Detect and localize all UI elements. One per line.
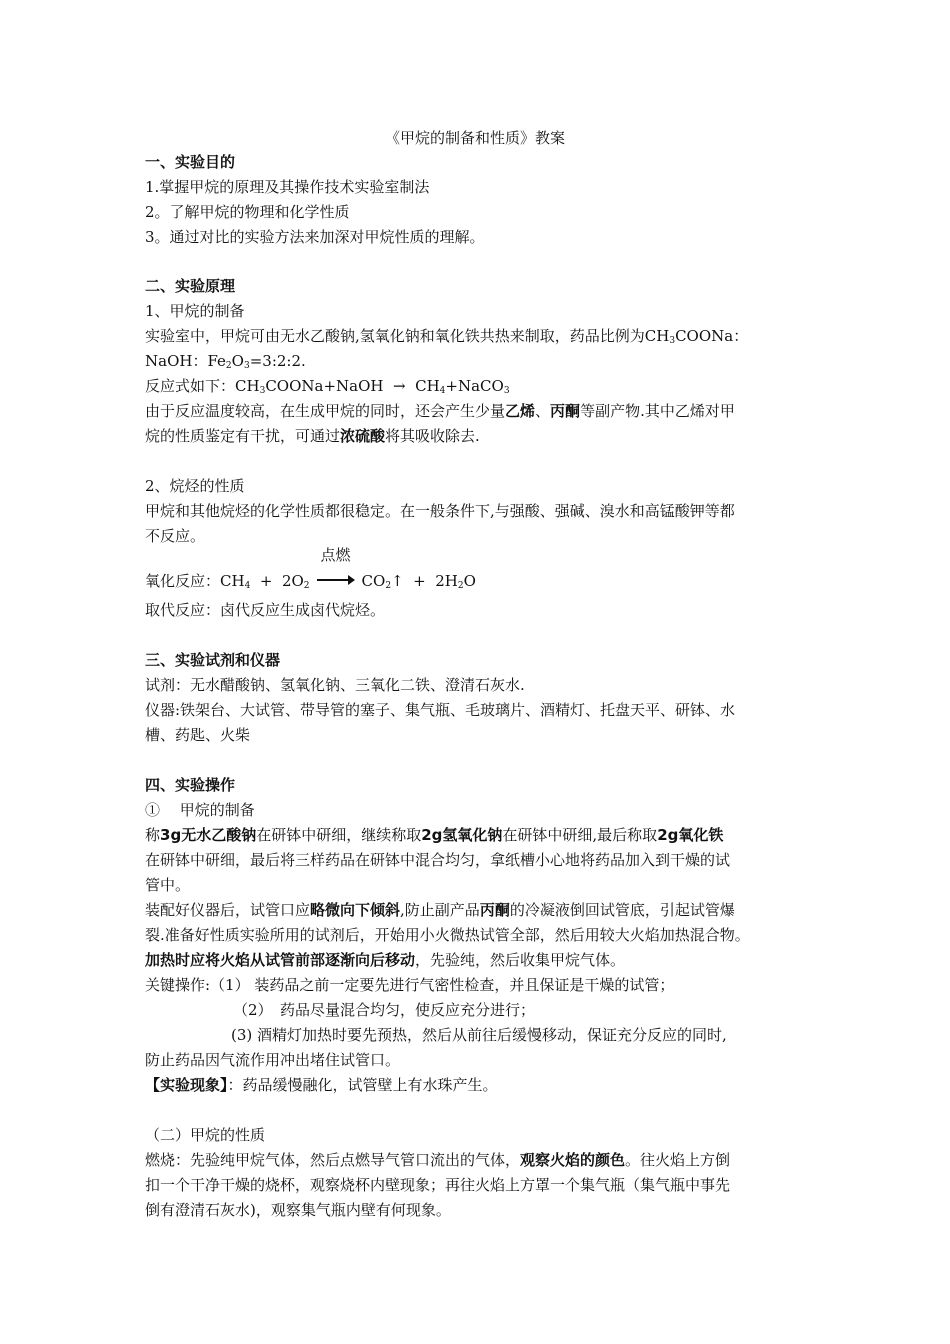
bold-ethylene: 乙烯 bbox=[505, 402, 536, 420]
text: 、 bbox=[535, 402, 551, 420]
bold-sulfuric-acid: 浓硫酸 bbox=[340, 427, 386, 445]
bold-heating-instruction: 加热时应将火焰从试管前部逐渐向后移动 bbox=[145, 951, 416, 969]
key-operation-2: （2） 药品尽量混合均匀，使反应充分进行； bbox=[233, 1001, 536, 1019]
oxidation-reactants: $CH_4 + 2O_2$ bbox=[220, 572, 310, 591]
combustion-line-3: 倒有澄清石灰水)，观察集气瓶内壁有何现象。 bbox=[145, 1201, 451, 1219]
purpose-item-2: 2。了解甲烷的物理和化学性质 bbox=[145, 203, 350, 221]
key-operation-3: (3) 酒精灯加热时要先预热，然后从前往后缓慢移动，保证充分反应的同时, bbox=[231, 1026, 727, 1044]
bold-acetone: 丙酮 bbox=[479, 901, 510, 919]
oxidation-equation bbox=[145, 546, 476, 591]
text: 烷的性质鉴定有干扰，可通过 bbox=[145, 427, 341, 445]
text: 。往火焰上方倒 bbox=[625, 1151, 731, 1169]
principle-paragraph-1-cont bbox=[145, 352, 306, 370]
procedure-line-3: 管中。 bbox=[145, 876, 191, 894]
bold-acetone: 丙酮 bbox=[550, 402, 581, 420]
purpose-item-3: 3。通过对比的实验方法来加深对甲烷性质的理解。 bbox=[145, 228, 485, 246]
observation-text: ：药品缓慢融化，试管壁上有水珠产生。 bbox=[227, 1076, 498, 1094]
combustion-line-1 bbox=[145, 1151, 730, 1169]
section-heading-principle: 二、实验原理 bbox=[145, 277, 236, 295]
text: ,防止副产品 bbox=[400, 901, 480, 919]
bold-tilt-down: 略微向下倾斜 bbox=[310, 901, 401, 919]
observation-label: 【实验现象】 bbox=[145, 1076, 228, 1094]
text: 将其吸收除去. bbox=[385, 427, 480, 445]
text: 的冷凝液倒回试管底，引起试管爆 bbox=[509, 901, 735, 919]
section-heading-purpose: 一、实验目的 bbox=[145, 153, 236, 171]
experiment-observation bbox=[145, 1076, 498, 1094]
page-title: 《甲烷的制备和性质》教案 bbox=[384, 129, 565, 147]
section-heading-reagents: 三、实验试剂和仪器 bbox=[145, 651, 281, 669]
text: 等副产物.其中乙烯对甲 bbox=[580, 402, 735, 420]
bold-flame-color: 观察火焰的颜色 bbox=[520, 1151, 626, 1169]
alkane-paragraph-1: 甲烷和其他烷烃的化学性质都很稳定。在一般条件下,与强酸、强碱、溴水和高锰酸钾等都 bbox=[145, 502, 735, 520]
reagents-list: 试剂：无水醋酸钠、氢氧化钠、三氧化二铁、澄清石灰水. bbox=[145, 676, 525, 694]
text: 在研钵中研细，继续称取 bbox=[256, 826, 422, 844]
formula-ratio: NaOH：$Fe_2O_3$ bbox=[145, 352, 250, 371]
arrow-icon bbox=[316, 574, 356, 586]
text: ，先验纯，然后收集甲烷气体。 bbox=[415, 951, 626, 969]
procedure-line-5: 裂.准备好性质实验所用的试剂后，开始用小火微热试管全部，然后用较大火焰加热混合物。 bbox=[145, 926, 750, 944]
text: 由于反应温度较高，在生成甲烷的同时，还会产生少量 bbox=[145, 402, 506, 420]
principle-paragraph-1 bbox=[145, 327, 748, 345]
text: 燃烧：先验纯甲烷气体，然后点燃导气管口流出的气体， bbox=[145, 1151, 521, 1169]
oxidation-label: 氧化反应： bbox=[145, 572, 221, 590]
procedure-line-6 bbox=[145, 951, 625, 969]
formula-sodium-acetate: $CH_3COONa$： bbox=[644, 327, 749, 346]
bold-iron-oxide: 2g氧化铁 bbox=[657, 826, 724, 844]
combustion-line-2: 扣一个干净干燥的烧杯，观察烧杯内壁现象；再往火焰上方罩一个集气瓶（集气瓶中事先 bbox=[145, 1176, 731, 1194]
bold-sodium-hydroxide: 2g氢氧化钠 bbox=[421, 826, 503, 844]
principle-paragraph-2 bbox=[145, 402, 735, 420]
subheading-alkane-properties: 2、烷烃的性质 bbox=[145, 477, 245, 495]
procedure-line-2: 在研钵中研细，最后将三样药品在研钵中混合均匀，拿纸槽小心地将药品加入到干燥的试 bbox=[145, 851, 731, 869]
ignition-label: 点燃 bbox=[320, 546, 351, 564]
key-operation-1: 关键操作:（1） 装药品之前一定要先进行气密性检查，并且保证是干燥的试管； bbox=[145, 976, 675, 994]
bold-sodium-acetate: 3g无水乙酸钠 bbox=[160, 826, 257, 844]
text: 称 bbox=[145, 826, 161, 844]
key-operation-3-cont: 防止药品因气流作用冲出堵住试管口。 bbox=[145, 1051, 401, 1069]
substitution-reaction: 取代反应：卤代反应生成卤代烷烃。 bbox=[145, 601, 386, 619]
text: 在研钵中研细,最后称取 bbox=[502, 826, 658, 844]
instruments-list-2: 槽、药匙、火柴 bbox=[145, 726, 251, 744]
principle-text: 实验室中，甲烷可由无水乙酸钠,氢氧化钠和氧化铁共热来制取，药品比例为 bbox=[145, 327, 645, 345]
subheading-methane-properties: （二）甲烷的性质 bbox=[145, 1126, 266, 1144]
section-heading-procedure: 四、实验操作 bbox=[145, 776, 236, 794]
subheading-methane-prep: ① 甲烷的制备 bbox=[145, 801, 255, 819]
procedure-line-4 bbox=[145, 901, 735, 919]
text: 装配好仪器后，试管口应 bbox=[145, 901, 311, 919]
purpose-item-1: 1.掌握甲烷的原理及其操作技术实验室制法 bbox=[145, 178, 430, 196]
reaction-arrow bbox=[316, 546, 356, 590]
subheading-preparation: 1、甲烷的制备 bbox=[145, 302, 245, 320]
ratio-text: =3:2:2. bbox=[249, 352, 306, 370]
oxidation-products: $CO_2↑ + 2H_2O$ bbox=[361, 572, 476, 591]
procedure-line-1 bbox=[145, 826, 723, 844]
alkane-paragraph-2: 不反应。 bbox=[145, 527, 206, 545]
equation-formula: $CH_3COONa+NaOH$ → $CH_4+NaCO_3$ bbox=[235, 377, 510, 396]
reaction-equation bbox=[145, 377, 510, 395]
instruments-list-1: 仪器:铁架台、大试管、带导管的塞子、集气瓶、毛玻璃片、酒精灯、托盘天平、研钵、水 bbox=[145, 701, 736, 719]
principle-paragraph-3 bbox=[145, 427, 480, 445]
reaction-label: 反应式如下： bbox=[145, 377, 236, 395]
